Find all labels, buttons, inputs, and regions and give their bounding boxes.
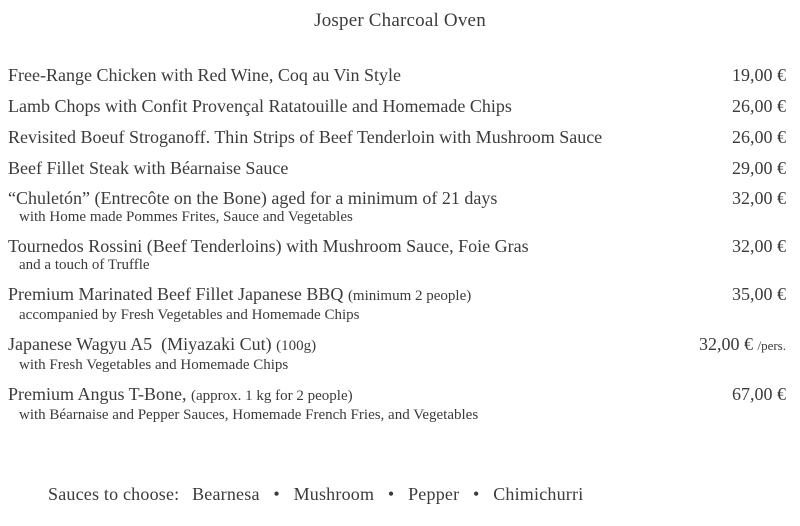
dish-name: Free-Range Chicken with Red Wine, Coq au Vin Style [8,65,401,85]
dish-name: Revisited Boeuf Stroganoff. Thin Strips of Beef Tenderloin with Mushroom Sauce [8,127,603,147]
menu-item [8,157,786,179]
dish-name: Lamb Chops with Confit Provençal Ratatouille and Homemade Chips [8,96,512,116]
menu-item [8,235,786,274]
menu-item [8,187,786,226]
dish-description: accompanied by Fresh Vegetables and Homemade Chips [19,307,360,323]
dish-description: with Home made Pommes Frites, Sauce and Vegetables [19,209,353,225]
dish-note: (minimum 2 people) [347,288,472,304]
price-unit: /pers. [757,338,786,353]
bullet-separator: • [273,484,280,504]
dish-price: 32,00 € [732,236,786,256]
dish-note: (100g) [276,338,317,354]
dish-price: 26,00 € [732,96,786,116]
menu-item [8,95,786,117]
dish-name: Tournedos Rossini (Beef Tenderloins) with Mushroom Sauce, Foie Gras [8,236,529,256]
sauce-option: Mushroom [293,484,375,504]
bullet-separator: • [472,484,480,504]
menu-item [8,283,786,324]
dish-description: with Béarnaise and Pepper Sauces, Homemade French Fries, and Vegetables [19,407,479,423]
menu-list [8,64,786,424]
dish-name: Japanese Wagyu A5 (Miyazaki Cut) [8,334,272,354]
dish-price: 35,00 € [732,284,786,304]
section-title: Josper Charcoal Oven [314,10,486,31]
dish-description: with Fresh Vegetables and Homemade Chips [19,357,289,373]
sauce-option: Pepper [408,484,460,504]
dish-name: Beef Fillet Steak with Béarnaise Sauce [8,158,289,178]
menu-item [8,383,786,424]
bullet-separator: • [387,484,395,504]
dish-name: “Chuletón” (Entrecôte on the Bone) aged for a minimum of 21 days [8,188,498,208]
menu-item [8,333,786,374]
sauce-option: Bearnesa [192,484,260,504]
dish-price: 32,00 € [698,334,753,354]
menu-item [8,64,786,86]
dish-name: Premium Marinated Beef Fillet Japanese BBQ [8,284,344,304]
dish-description: and a touch of Truffle [19,257,150,273]
dish-price: 32,00 € [732,188,786,208]
dish-price: 67,00 € [732,384,786,404]
dish-price: 26,00 € [732,127,786,147]
dish-price: 19,00 € [732,65,786,85]
sauce-option: Chimichurri [493,484,584,504]
sauces-line [48,484,583,505]
dish-note: (approx. 1 kg for 2 people) [191,388,353,404]
dish-name: Premium Angus T-Bone, [8,384,187,404]
menu-item [8,126,786,148]
dish-price: 29,00 € [732,158,786,178]
sauces-label: Sauces to choose: [48,484,180,504]
